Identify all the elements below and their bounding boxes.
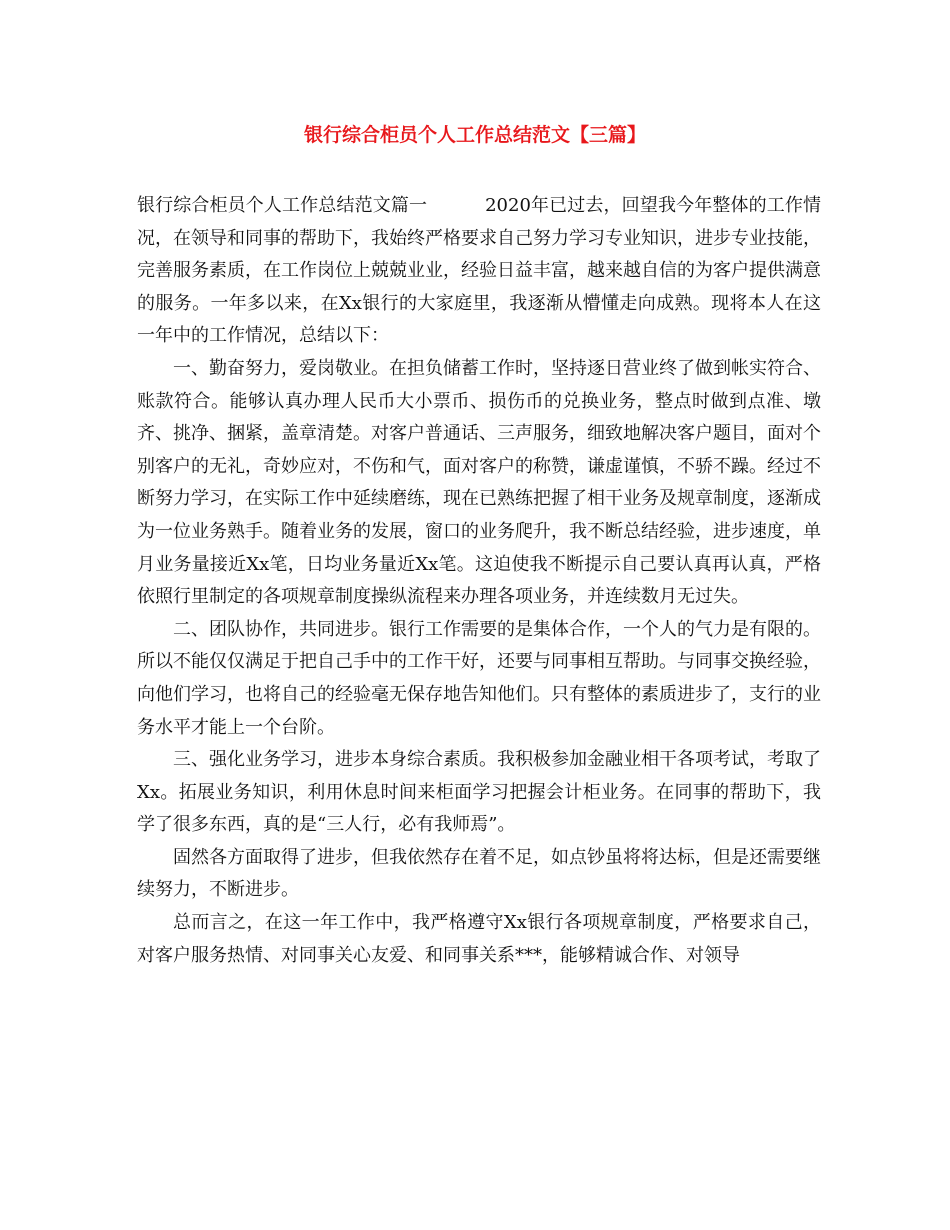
intro-heading: 银行综合柜员个人工作总结范文篇一 — [137, 195, 428, 216]
paragraph-teamwork: 二、团队协作，共同进步。银行工作需要的是集体合作，一个人的气力是有限的。所以不能仅仅满足于把自己手中的工作干好，还要与同事相互帮助。与同事交换经验，向他们学习，也将自己的经验毫无保存地告知他们。只有整体的素质进步了，支行的业务水平才能上一个台阶。 — [137, 618, 821, 738]
intro-text: 2020年已过去，回望我今年整体的工作情况，在领导和同事的帮助下，我始终严格要求自己努力学习专业知识，进步专业技能，完善服务素质，在工作岗位上兢兢业业，经验日益丰富，越来越自信的为客户提供满意的服务。一年多以来，在Xx银行的大家庭里，我逐渐从懵懂走向成熟。现将本人在这一年中的工作情况，总结以下： — [137, 195, 821, 347]
paragraph-summary: 总而言之，在这一年工作中，我严格遵守Xx银行各项规章制度，严格要求自己，对客户服务热情、对同事关心友爱、和同事关系***，能够精诚合作、对领导 — [137, 912, 821, 966]
document-body — [137, 190, 821, 972]
intro-paragraph — [137, 190, 821, 353]
paragraph-diligence: 一、勤奋努力，爱岗敬业。在担负储蓄工作时，坚持逐日营业终了做到帐实符合、账款符合。能够认真办理人民币大小票币、损伤币的兑换业务，整点时做到点准、墩齐、挑净、捆紧，盖章清楚。对客户普通话、三声服务，细致地解决客户题目，面对个别客户的无礼，奇妙应对，不伤和气，面对客户的称赞，谦虚谨慎，不骄不躁。经过不断努力学习，在实际工作中延续磨练，现在已熟练把握了相干业务及规章制度，逐渐成为一位业务熟手。随着业务的发展，窗口的业务爬升，我不断总结经验，进步速度，单月业务量接近Xx笔，日均业务量近Xx笔。这迫使我不断提示自己要认真再认真，严格依照行里制定的各项规章制度操纵流程来办理各项业务，并连续数月无过失。 — [137, 357, 821, 608]
paragraph-study: 三、强化业务学习，进步本身综合素质。我积极参加金融业相干各项考试，考取了Xx。拓展业务知识，利用休息时间来柜面学习把握会计柜业务。在同事的帮助下，我学了很多东西，真的是“三人行，必有我师焉”。 — [137, 749, 821, 836]
document-title: 银行综合柜员个人工作总结范文【三篇】 — [303, 124, 646, 146]
paragraph-shortcomings: 固然各方面取得了进步，但我依然存在着不足，如点钞虽将将达标，但是还需要继续努力，不断进步。 — [137, 846, 821, 901]
